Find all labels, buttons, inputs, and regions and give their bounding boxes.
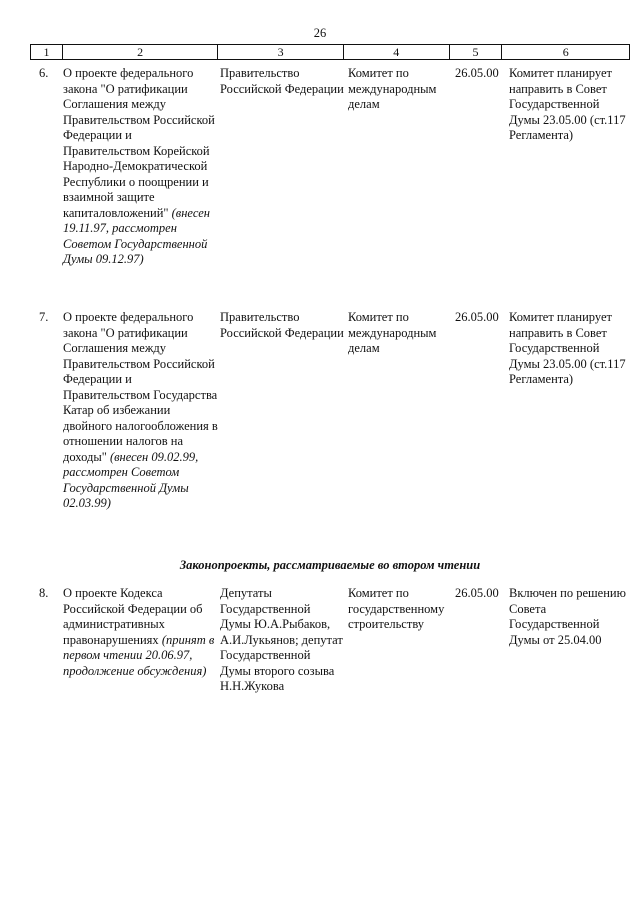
bill-title-cell xyxy=(63,310,218,512)
bill-author: Правительство Российской Федерации xyxy=(220,66,344,96)
row-number: 7. xyxy=(39,310,49,324)
bill-title: О проекте Кодекса Российской Федерации об административных правонарушениях xyxy=(63,586,203,647)
bill-status-note: (внесен 19.11.97, рассмотрен Советом Государственной Думы 09.12.97) xyxy=(63,205,210,266)
bill-title-cell xyxy=(63,66,218,268)
bill-author: Правительство Российской Федерации xyxy=(220,310,344,340)
page-number: 26 xyxy=(313,26,327,40)
responsible-committee: Комитет по международным делам xyxy=(348,310,437,355)
responsible-committee: Комитет по государственному строительству xyxy=(348,586,445,631)
column-header: 6 xyxy=(562,45,569,59)
column-header-row xyxy=(30,44,630,60)
remark: Комитет планирует направить в Совет Государственной Думы 23.05.00 (ст.117 Регламента) xyxy=(509,310,626,386)
bill-author: Депутаты Государственной Думы Ю.А.Рыбаков, А.И.Лукьянов; депутат Государственной Думы второго созыва Н.Н.Жукова xyxy=(220,586,343,693)
column-header: 2 xyxy=(63,45,218,59)
bill-title: О проекте федерального закона "О ратификации Соглашения между Правительством Российской Федерации и Правительством Корейской Народно-Демократической Республики о поощрении и взаимной защите капиталовложений" xyxy=(63,66,215,220)
responsible-committee: Комитет по международным делам xyxy=(348,66,437,111)
review-date: 26.05.00 xyxy=(455,310,499,324)
bill-status-note: (внесен 09.02.99, рассмотрен Советом Государственной Думы 02.03.99) xyxy=(63,449,199,510)
review-date: 26.05.00 xyxy=(455,66,499,80)
bill-title-cell xyxy=(63,586,218,679)
column-header: 5 xyxy=(450,45,503,59)
row-number: 8. xyxy=(39,586,49,600)
remark: Включен по решению Совета Государственной Думы от 25.04.00 xyxy=(509,586,626,647)
bill-status-note: (принят в первом чтении 20.06.97, продолжение обсуждения) xyxy=(63,632,215,678)
review-date: 26.05.00 xyxy=(455,586,499,600)
remark: Комитет планирует направить в Совет Государственной Думы 23.05.00 (ст.117 Регламента) xyxy=(509,66,626,142)
column-header: 1 xyxy=(31,45,63,59)
column-header: 3 xyxy=(218,45,344,59)
section-heading: Законопроекты, рассматриваемые во втором чтении xyxy=(179,558,481,572)
row-number: 6. xyxy=(39,66,49,80)
column-header: 4 xyxy=(344,45,450,59)
bill-title: О проекте федерального закона "О ратификации Соглашения между Правительством Российской Федерации и Правительством Государства Катар об избежании двойного налогообложения в отношении налогов на доходы" xyxy=(63,310,218,464)
